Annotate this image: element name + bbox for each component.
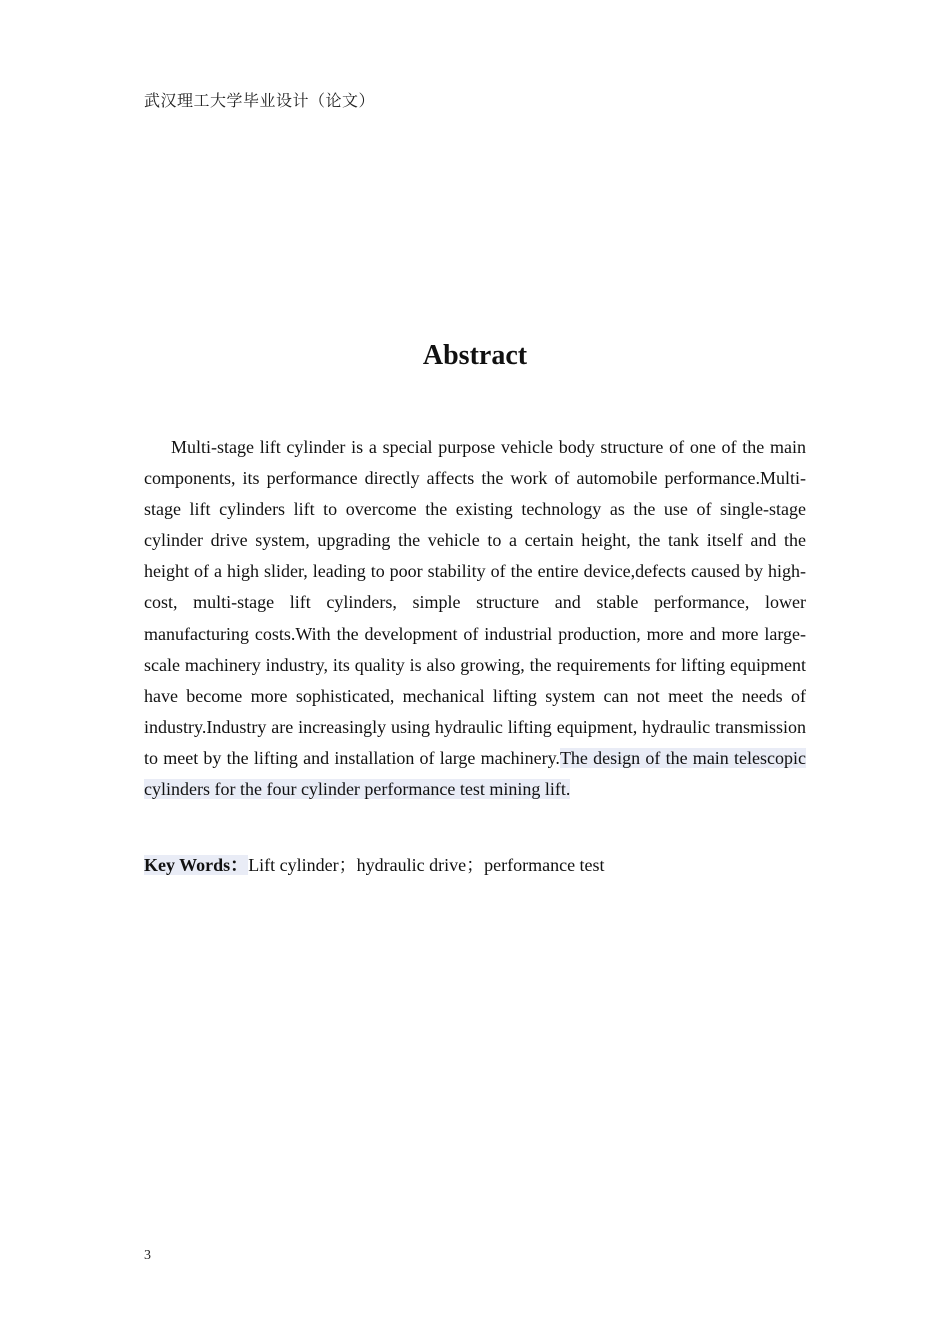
abstract-highlighted-text: The design of the main telescopic cylinders for the four cylinder performance test mining lift. — [144, 747, 806, 800]
page-number: 3 — [144, 1248, 151, 1263]
abstract-text: Multi-stage lift cylinder is a special purpose vehicle body structure of one of the main components, its performance directly affects the work of automobile performance.Multi-stage lift cylinders lift to overcome the existing technology as the use of single-stage cylinder drive system, upgrading the vehicle to a certain height, the tank itself and the height of a high slider, leading to poor stability of the entire device,defects caused by high-cost, multi-stage lift cylinders, simple structure and stable performance, lower manufacturing costs.With the development of industrial production, more and more large-scale machinery industry, its quality is also growing, the requirements for lifting equipment have become more sophisticated, mechanical lifting system can not meet the needs of industry.Industry are increasingly using hydraulic lifting equipment, hydraulic transmission to meet by the lifting and installation of large machinery. — [144, 437, 806, 768]
keywords-values: Lift cylinder；hydraulic drive；performance test — [248, 855, 605, 875]
keywords-label: Key Words： — [144, 855, 249, 875]
keywords-line — [144, 850, 806, 880]
abstract-title: Abstract — [422, 340, 528, 371]
abstract-paragraph — [144, 432, 806, 805]
running-header: 武汉理工大学毕业设计（论文） — [144, 91, 376, 110]
